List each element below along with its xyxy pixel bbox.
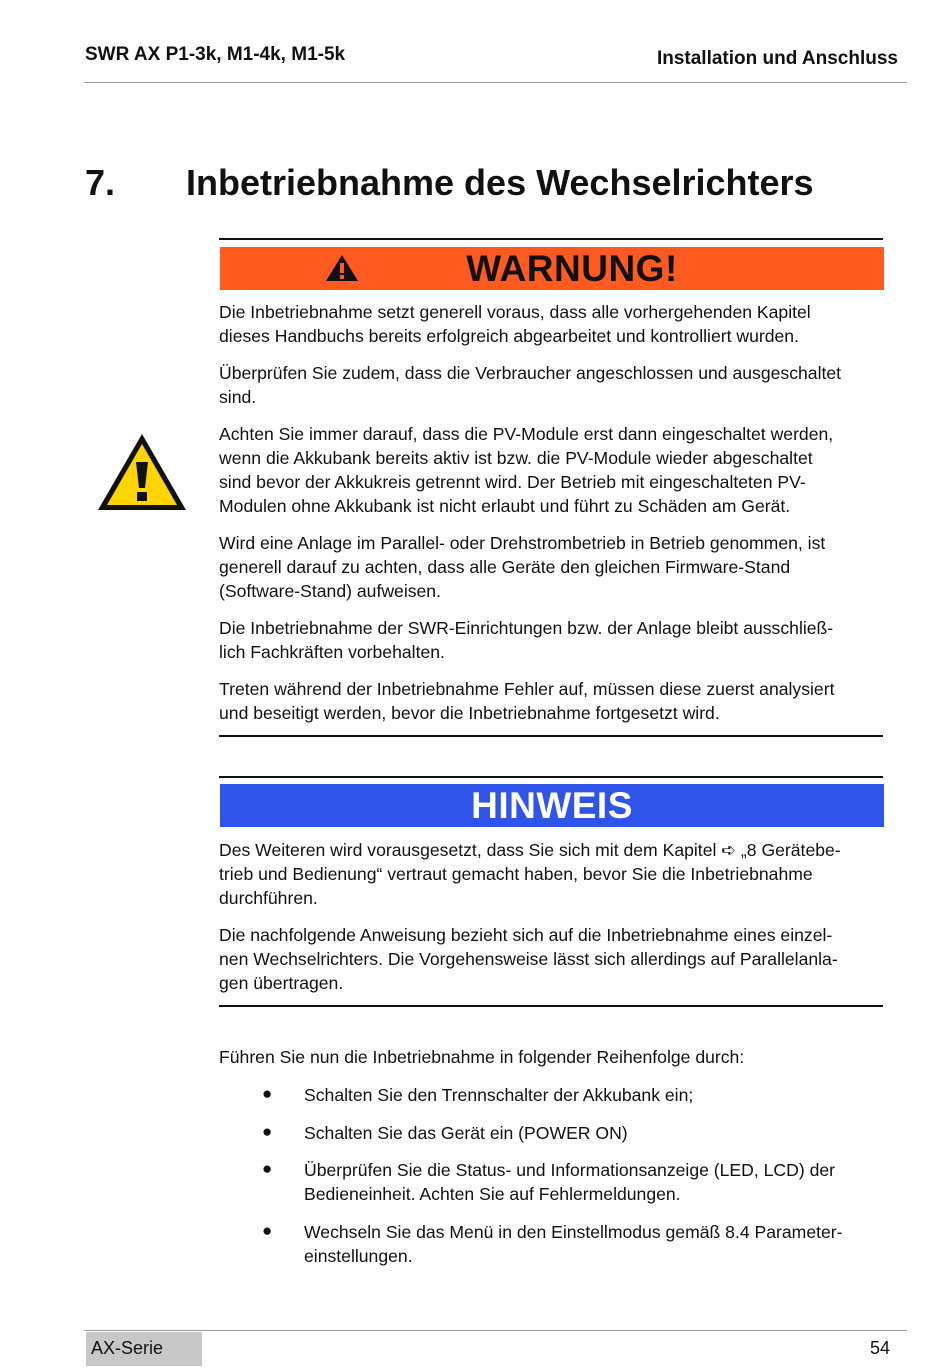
note-top-rule: [219, 776, 883, 778]
procedure-step-4: Wechseln Sie das Menü in den Einstellmodus gemäß 8.4 Parameter- einstellungen.: [304, 1222, 843, 1266]
note-banner: [220, 784, 884, 827]
chapter-number: 7.: [85, 162, 116, 203]
note-label: HINWEIS: [471, 784, 633, 826]
header-divider: [84, 82, 907, 83]
procedure-intro: Führen Sie nun die Inbetriebnahme in folgender Reihenfolge durch:: [219, 1047, 745, 1067]
footer-series-label: AX-Serie: [91, 1338, 164, 1358]
warning-top-rule: [219, 238, 883, 240]
note-paragraph-2: Die nachfolgende Anweisung bezieht sich auf die Inbetriebnahme eines einzel- nen Wechselrichters. Die Vorgehensweise lässt sich allerdings auf Parallelanla- gen übertragen.: [219, 925, 838, 993]
warning-paragraph-5: Die Inbetriebnahme der SWR-Einrichtungen bzw. der Anlage bleibt ausschließ- lich Fachkräften vorbehalten.: [219, 618, 834, 662]
warning-triangle-icon: [324, 253, 360, 283]
header-section-title: Installation und Anschluss: [656, 48, 898, 69]
note-paragraph-1: Des Weiteren wird vorausgesetzt, dass Sie sich mit dem Kapitel ➪ „8 Gerätebe- trieb und Bedienung“ vertraut gemacht haben, bevor Sie die Inbetriebnahme durchführen.: [219, 840, 841, 908]
header-document-title: SWR AX P1-3k, M1-4k, M1-5k: [85, 44, 346, 65]
warning-paragraph-3: Achten Sie immer darauf, dass die PV-Module erst dann eingeschaltet werden, wenn die Akkubank bereits aktiv ist bzw. die PV-Module wieder abgeschaltet sind bevor der Akkukreis getrennt wird. Der Betrieb mit eingeschalteten PV- Modulen ohne Akkubank ist nicht erlaubt und führt zu Schäden am Gerät.: [219, 424, 834, 516]
warning-paragraph-2: Überprüfen Sie zudem, dass die Verbraucher angeschlossen und ausgeschaltet sind.: [219, 363, 842, 407]
procedure-step-1: Schalten Sie den Trennschalter der Akkubank ein;: [304, 1085, 694, 1105]
note-bottom-rule: [219, 1005, 883, 1007]
bullet-marker: ●: [262, 1159, 273, 1178]
bullet-marker: ●: [262, 1122, 273, 1141]
warning-paragraph-1: Die Inbetriebnahme setzt generell voraus, dass alle vorhergehenden Kapitel dieses Handbuchs bereits erfolgreich abgearbeitet und kontrolliert wurden.: [219, 302, 811, 346]
procedure-step-3: Überprüfen Sie die Status- und Informationsanzeige (LED, LCD) der Bedieneinheit. Achten Sie auf Fehlermeldungen.: [304, 1160, 836, 1204]
chapter-title: Inbetriebnahme des Wechselrichters: [186, 162, 814, 203]
page-number: 54: [869, 1338, 890, 1358]
bullet-marker: ●: [262, 1084, 273, 1103]
footer-divider: [84, 1330, 907, 1331]
warning-banner: [220, 247, 884, 290]
warning-paragraph-4: Wird eine Anlage im Parallel- oder Drehstrombetrieb in Betrieb genommen, ist generell darauf zu achten, dass alle Geräte den gleichen Firmware-Stand (Software-Stand) aufweisen.: [219, 533, 826, 601]
procedure-step-2: Schalten Sie das Gerät ein (POWER ON): [304, 1123, 628, 1143]
bullet-marker: ●: [262, 1221, 273, 1240]
warning-bottom-rule: [219, 735, 883, 737]
caution-sign-icon: [94, 430, 190, 514]
warning-paragraph-6: Treten während der Inbetriebnahme Fehler auf, müssen diese zuerst analysiert und beseitigt werden, bevor die Inbetriebnahme fortgesetzt wird.: [219, 679, 835, 723]
warning-label: WARNUNG!: [466, 247, 678, 289]
